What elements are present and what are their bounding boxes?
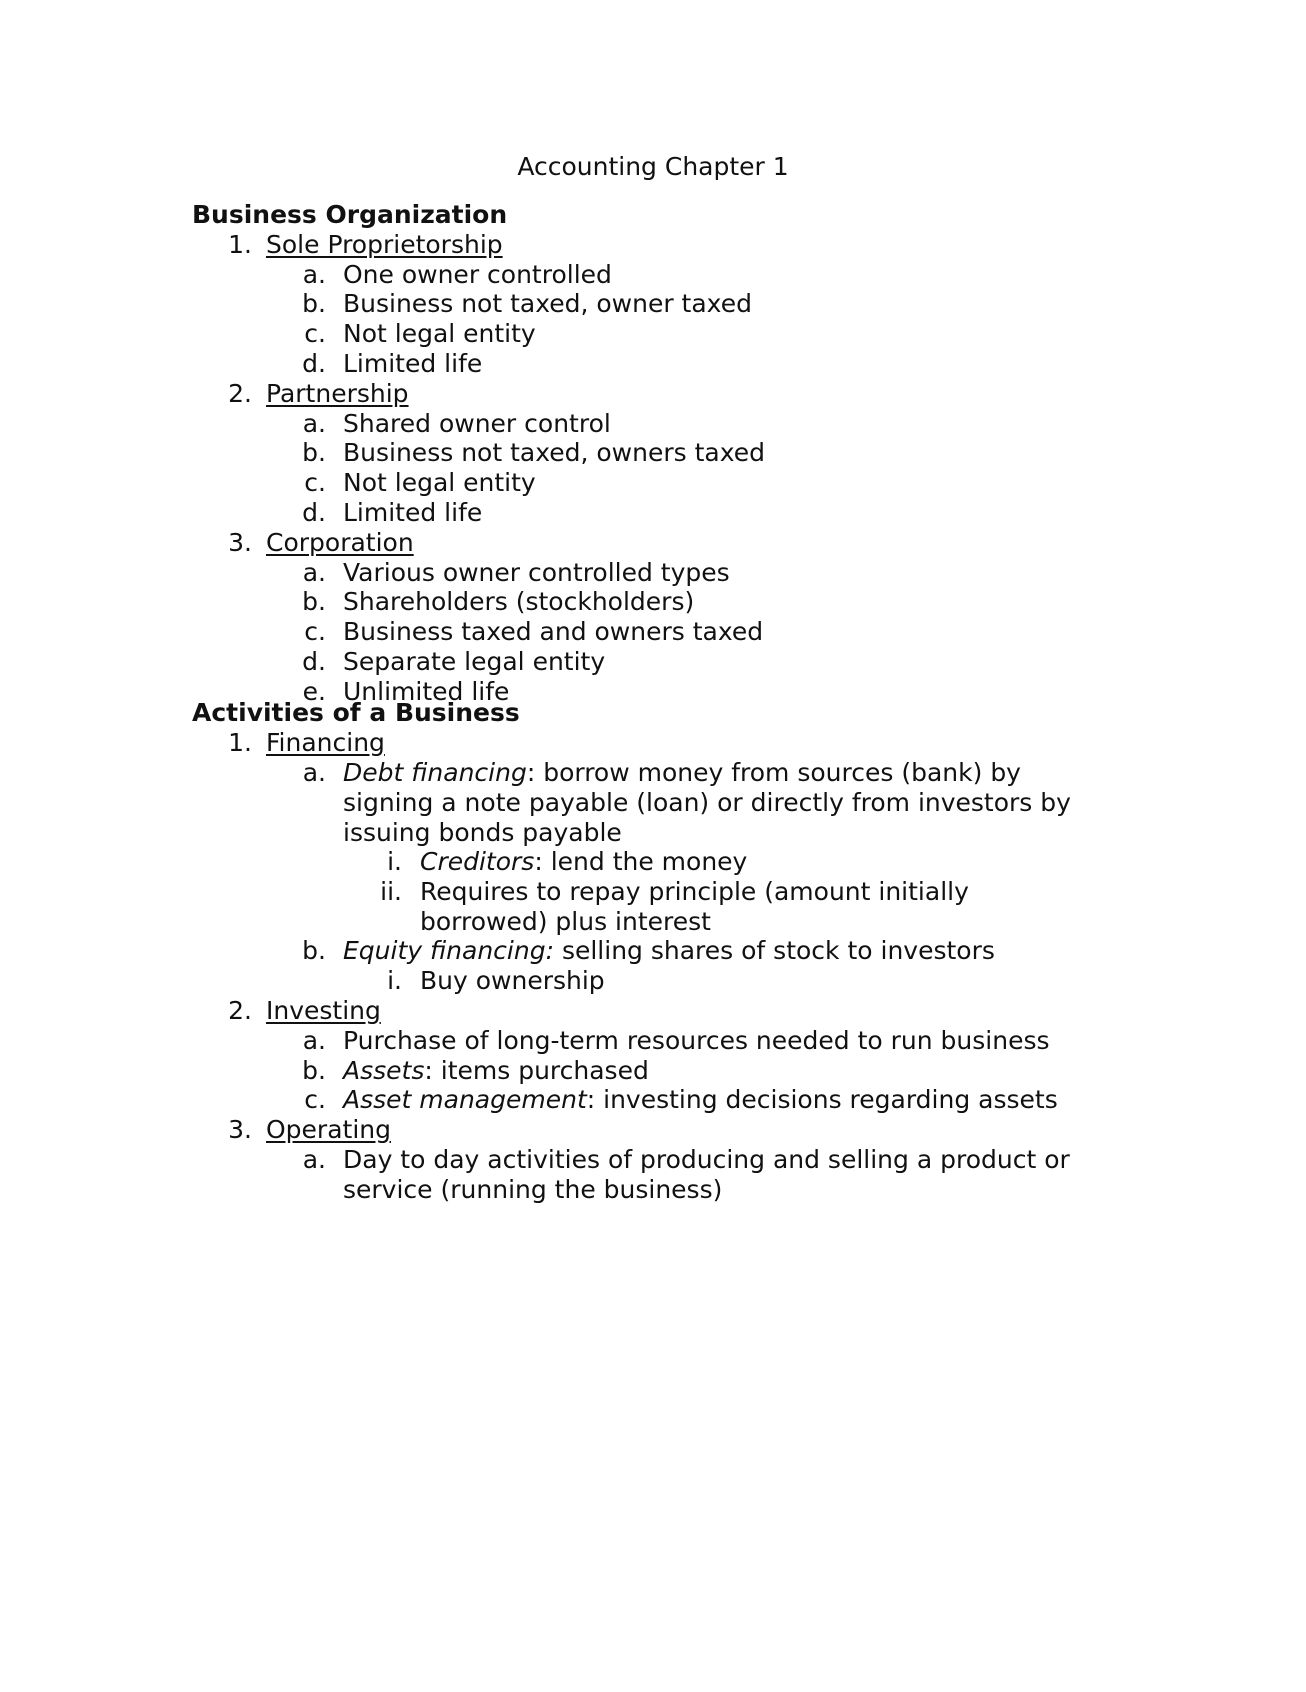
list-marker: a.: [302, 1025, 326, 1055]
list-item: [343, 289, 1093, 319]
list-marker: i.: [387, 847, 402, 876]
list-marker: b.: [302, 587, 326, 617]
list-marker: b.: [302, 936, 326, 966]
list-item-heading: [266, 728, 1266, 758]
list-marker: b.: [302, 289, 326, 319]
list-marker: 2.: [228, 378, 252, 408]
list-item: [343, 587, 1093, 617]
list-marker: a.: [302, 1145, 326, 1174]
list-item: [343, 319, 1093, 349]
list-marker: 2.: [228, 996, 252, 1025]
list-item: [343, 438, 1093, 468]
item-text: Buy ownership: [420, 966, 605, 996]
item-text: Day to day activities of producing and selling a product or service (running the business): [343, 1145, 1070, 1204]
item-text: Business taxed and owners taxed: [343, 617, 764, 647]
item-text: : lend the money: [534, 847, 748, 876]
list-item: [343, 1085, 1093, 1115]
list-marker: a.: [302, 408, 326, 438]
item-text: One owner controlled: [343, 259, 612, 289]
list-item: [343, 617, 1093, 647]
list-item: [343, 260, 1093, 290]
list-item: [420, 877, 1000, 937]
item-text: Not legal entity: [343, 468, 536, 498]
list-item: [420, 966, 1000, 996]
list-marker: a.: [302, 259, 326, 289]
list-marker: c.: [304, 617, 326, 647]
list-marker: d.: [302, 647, 326, 676]
list-marker: a.: [302, 557, 326, 587]
term: Debt financing: [343, 757, 527, 787]
document-title: Accounting Chapter 1: [517, 152, 789, 181]
item-label: Financing: [266, 727, 385, 757]
list-item-heading: [266, 528, 1266, 558]
list-marker: b.: [302, 438, 326, 468]
list-marker: 1.: [228, 727, 252, 757]
list-item: [343, 409, 1093, 439]
list-item: [343, 1026, 1093, 1056]
item-text: Separate legal entity: [343, 647, 606, 676]
item-text: Not legal entity: [343, 319, 536, 349]
list-marker: i.: [387, 966, 402, 996]
section-heading: Business Organization: [192, 200, 508, 229]
item-text: selling shares of stock to investors: [554, 936, 995, 966]
list-marker: d.: [302, 498, 326, 527]
item-text: Various owner controlled types: [343, 557, 730, 587]
list-item: [343, 468, 1093, 498]
list-item: [343, 558, 1093, 588]
list-marker: 1.: [228, 229, 252, 259]
item-label: Investing: [266, 996, 381, 1025]
item-text: Shareholders (stockholders): [343, 587, 695, 617]
list-marker: b.: [302, 1055, 326, 1085]
list-marker: c.: [304, 319, 326, 349]
list-marker: c.: [304, 1085, 326, 1115]
list-marker: c.: [304, 468, 326, 498]
list-item: [343, 647, 1093, 677]
item-text: Requires to repay principle (amount initially borrowed) plus interest: [420, 876, 969, 936]
list-item: [343, 758, 1093, 848]
list-item: [343, 936, 1093, 966]
list-marker: d.: [302, 349, 326, 378]
item-text: Business not taxed, owner taxed: [343, 289, 752, 319]
list-item-heading: [266, 1115, 1266, 1145]
list-marker: 3.: [228, 527, 252, 557]
list-marker: ii.: [380, 876, 402, 906]
list-item: [420, 847, 1000, 877]
item-text: : borrow money from sources (bank) by signing a note payable (loan) or directly from investors by issuing bonds payable: [343, 757, 1071, 847]
item-text: Unlimited life: [343, 676, 510, 706]
item-label: Operating: [266, 1115, 391, 1145]
list-item: [343, 349, 1093, 379]
item-text: : investing decisions regarding assets: [586, 1085, 1058, 1115]
item-label: Corporation: [266, 527, 414, 557]
item-text: Purchase of long-term resources needed to run business: [343, 1025, 1050, 1055]
list-item: [343, 1056, 1093, 1086]
list-item-heading: [266, 230, 1266, 260]
term: Assets: [343, 1055, 425, 1085]
item-text: : items purchased: [424, 1055, 649, 1085]
list-item-heading: [266, 379, 1266, 409]
list-item: [343, 498, 1093, 528]
item-text: Business not taxed, owners taxed: [343, 438, 765, 468]
item-text: Shared owner control: [343, 408, 611, 438]
list-marker: a.: [302, 757, 326, 787]
item-label: Sole Proprietorship: [266, 229, 503, 259]
list-marker: e.: [302, 676, 326, 706]
section-heading: Activities of a Business: [192, 698, 520, 727]
term: Creditors: [420, 847, 535, 876]
list-item: [343, 1145, 1093, 1205]
term: Asset management: [343, 1085, 587, 1115]
item-label: Partnership: [266, 378, 409, 408]
list-item-heading: [266, 996, 1266, 1026]
item-text: Limited life: [343, 349, 483, 378]
list-marker: 3.: [228, 1115, 252, 1145]
term: Equity financing:: [343, 936, 554, 966]
item-text: Limited life: [343, 498, 483, 527]
